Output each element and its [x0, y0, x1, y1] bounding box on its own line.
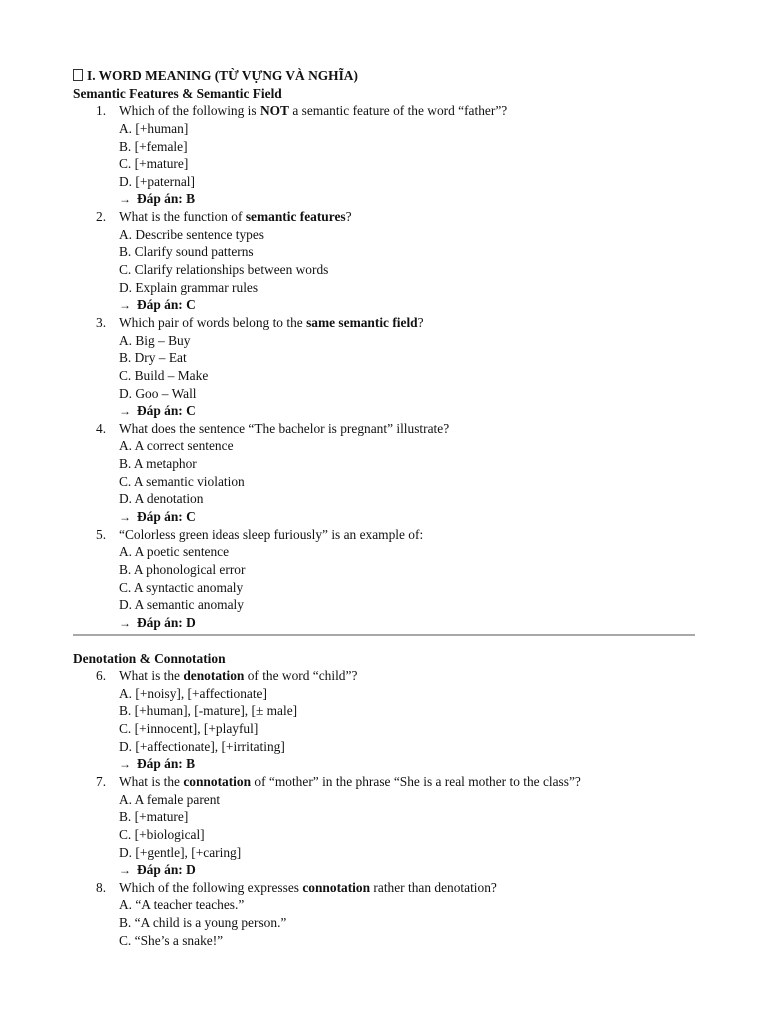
- answer-option: A. A poetic sentence: [119, 544, 230, 560]
- answer-option: D. [+gentle], [+caring]: [119, 844, 242, 860]
- answer-option: A. Big – Buy: [119, 332, 191, 348]
- right-arrow-icon: →: [119, 863, 131, 878]
- right-arrow-icon: →: [119, 404, 131, 419]
- answer-option: D. A denotation: [119, 491, 204, 507]
- question-text: Which of the following is: [119, 103, 260, 119]
- question-text: Which of the following expresses: [119, 879, 303, 895]
- question-number: 6.: [96, 668, 107, 684]
- answer-option: B. A metaphor: [119, 456, 197, 472]
- answer-option: D. Goo – Wall: [119, 385, 197, 401]
- question-number: 7.: [96, 773, 107, 789]
- question-text: Which pair of words belong to the: [119, 314, 307, 330]
- answer-key-text: Đáp án: C: [137, 403, 196, 419]
- answer-option: A. A correct sentence: [119, 438, 234, 454]
- answer-key-text: Đáp án: B: [137, 756, 196, 772]
- question-7: [73, 773, 695, 791]
- answer-option: C. Build – Make: [119, 367, 209, 383]
- answer-key: [73, 861, 695, 879]
- answer-option: A. Describe sentence types: [119, 226, 265, 242]
- sections-container: [73, 85, 695, 950]
- answer-option: A. A female parent: [119, 791, 221, 807]
- answer-key-text: Đáp án: C: [137, 509, 196, 525]
- question-emphasis: NOT: [259, 103, 289, 119]
- question-emphasis: connotation: [302, 879, 371, 895]
- question-emphasis: semantic features: [245, 209, 346, 225]
- answer-key: [73, 508, 695, 526]
- question-5: [73, 526, 695, 544]
- answer-option: B. [+female]: [119, 138, 188, 154]
- question-text: of “mother” in the phrase “She is a real mother to the class”?: [251, 773, 581, 789]
- answer-option: B. Dry – Eat: [119, 350, 187, 366]
- question-text: ?: [345, 209, 352, 225]
- answer-option: C. [+mature]: [119, 156, 189, 172]
- question-number: 1.: [96, 103, 107, 119]
- answer-option: A. [+human]: [119, 120, 189, 136]
- answer-key: [73, 614, 695, 632]
- question-text: of the word “child”?: [244, 668, 358, 684]
- document-body: [73, 67, 695, 949]
- answer-option: C. “She’s a snake!”: [119, 932, 224, 948]
- answer-key-text: Đáp án: D: [137, 614, 196, 630]
- right-arrow-icon: →: [119, 615, 131, 630]
- answer-option: A. [+noisy], [+affectionate]: [119, 685, 267, 701]
- question-text: “Colorless green ideas sleep furiously” is an example of:: [119, 526, 424, 542]
- question-number: 3.: [96, 314, 107, 330]
- question-3: [73, 314, 695, 332]
- section-title-text: I. WORD MEANING (TỪ VỰNG VÀ NGHĨA): [87, 68, 358, 83]
- answer-option: D. [+affectionate], [+irritating]: [119, 738, 285, 754]
- answer-option: C. A semantic violation: [119, 473, 245, 489]
- question-number: 2.: [96, 209, 107, 225]
- answer-option: D. [+paternal]: [119, 173, 195, 189]
- question-text: What does the sentence “The bachelor is pregnant” illustrate?: [119, 420, 450, 436]
- question-text: ?: [417, 314, 424, 330]
- answer-option: B. A phonological error: [119, 561, 246, 577]
- answer-option: B. [+human], [-mature], [± male]: [119, 703, 298, 719]
- answer-key: [73, 755, 695, 773]
- question-emphasis: denotation: [183, 668, 245, 684]
- right-arrow-icon: →: [119, 192, 131, 207]
- question-text: What is the: [119, 668, 184, 684]
- answer-option: C. A syntactic anomaly: [119, 579, 244, 595]
- question-number: 4.: [96, 420, 107, 436]
- answer-option: B. Clarify sound patterns: [119, 244, 254, 260]
- question-text: What is the: [119, 773, 184, 789]
- right-arrow-icon: →: [119, 510, 131, 525]
- answer-key-text: Đáp án: B: [137, 191, 196, 207]
- question-text: a semantic feature of the word “father”?: [288, 103, 508, 119]
- section-gap: [73, 636, 695, 650]
- answer-key-text: Đáp án: D: [137, 862, 196, 878]
- missing-glyph-icon: [73, 69, 83, 81]
- question-1: [73, 102, 695, 120]
- answer-option: D. Explain grammar rules: [119, 279, 259, 295]
- answer-option: C. [+biological]: [119, 826, 205, 842]
- right-arrow-icon: →: [119, 757, 131, 772]
- answer-key: [73, 190, 695, 208]
- right-arrow-icon: →: [119, 298, 131, 313]
- question-text: rather than denotation?: [370, 879, 497, 895]
- question-number: 8.: [96, 879, 107, 895]
- question-number: 5.: [96, 526, 107, 542]
- answer-option: D. A semantic anomaly: [119, 597, 244, 613]
- answer-option: C. [+innocent], [+playful]: [119, 721, 259, 737]
- section-subtitle: Semantic Features & Semantic Field: [73, 85, 282, 101]
- question-text: What is the function of: [119, 209, 246, 225]
- answer-key: [73, 296, 695, 314]
- question-8: [73, 879, 695, 897]
- question-4: [73, 420, 695, 438]
- answer-option: C. Clarify relationships between words: [119, 262, 329, 278]
- question-emphasis: connotation: [183, 773, 252, 789]
- section-title: [73, 67, 695, 85]
- answer-option: B. “A child is a young person.”: [119, 915, 287, 931]
- question-2: [73, 208, 695, 226]
- answer-key: [73, 402, 695, 420]
- question-6: [73, 667, 695, 685]
- answer-key-text: Đáp án: C: [137, 297, 196, 313]
- answer-option: B. [+mature]: [119, 809, 189, 825]
- section-subtitle: Denotation & Connotation: [73, 650, 226, 666]
- question-emphasis: same semantic field: [306, 314, 418, 330]
- answer-option: A. “A teacher teaches.”: [119, 897, 245, 913]
